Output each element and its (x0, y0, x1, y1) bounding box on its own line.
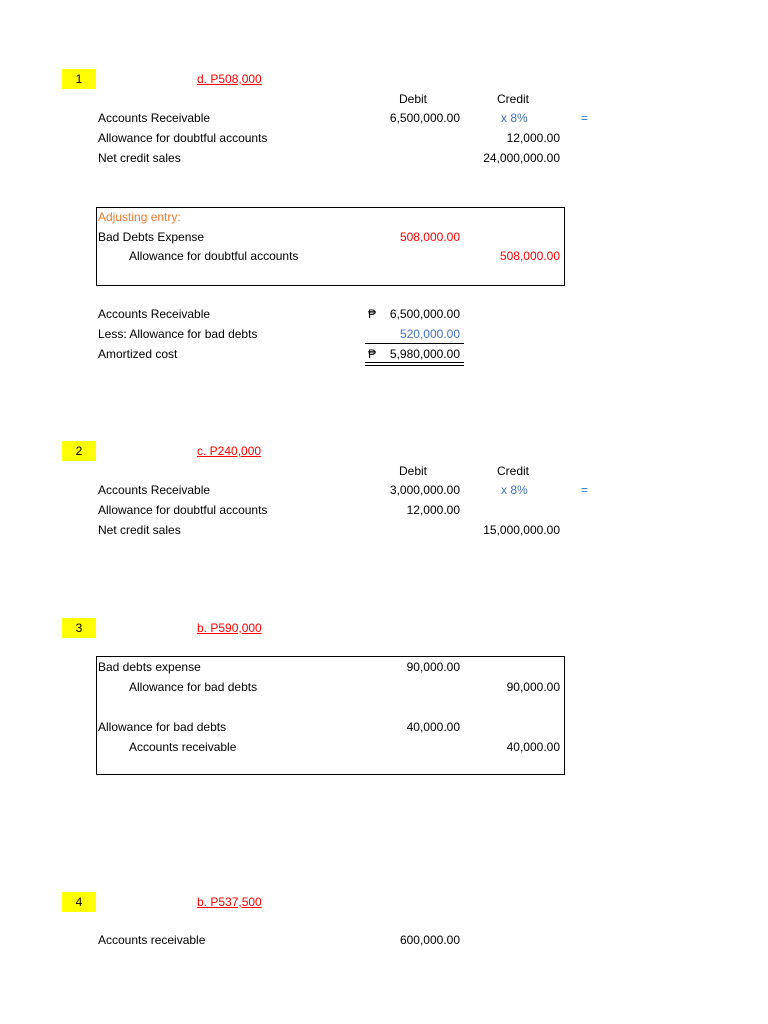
credit-value: 90,000.00 (506, 680, 560, 694)
row-label: Allowance for doubtful accounts (98, 131, 268, 145)
credit-header: Credit (497, 464, 530, 478)
entry-label: Allowance for doubtful accounts (129, 249, 299, 263)
rate-value: x 8% (501, 483, 528, 497)
answer-label: d. P508,000 (197, 72, 262, 86)
credit-header: Credit (497, 92, 530, 106)
single-underline (365, 343, 464, 344)
summary-label: Amortized cost (98, 347, 178, 361)
summary-amount: 520,000.00 (399, 327, 460, 341)
debit-value: 6,500,000.00 (389, 111, 460, 125)
row-label: Net credit sales (98, 151, 181, 165)
credit-value: 40,000.00 (506, 740, 560, 754)
answer-label: c. P240,000 (197, 444, 262, 458)
entry-label: Accounts receivable (129, 740, 237, 754)
credit-value: 508,000.00 (499, 249, 560, 263)
debit-value: 600,000.00 (399, 933, 460, 947)
equals-sign: = (581, 111, 589, 125)
debit-header: Debit (399, 464, 428, 478)
credit-value: 15,000,000.00 (483, 523, 560, 537)
problem-number-badge: 4 (62, 892, 96, 912)
double-underline-bottom (365, 365, 464, 366)
adjusting-entry-title: Adjusting entry: (98, 210, 181, 224)
peso-symbol: ₱ (368, 307, 377, 321)
row-label: Accounts Receivable (98, 483, 211, 497)
answer-label: b. P590,000 (197, 621, 262, 635)
summary-label: Less: Allowance for bad debts (98, 327, 258, 341)
debit-value: 40,000.00 (406, 720, 460, 734)
summary-amount: 6,500,000.00 (389, 307, 460, 321)
rate-value: x 8% (501, 111, 528, 125)
answer-label: b. P537,500 (197, 895, 262, 909)
problem-number-badge: 3 (62, 618, 96, 638)
summary-amount: 5,980,000.00 (389, 347, 460, 361)
row-label: Allowance for doubtful accounts (98, 503, 268, 517)
row-label: Accounts Receivable (98, 111, 211, 125)
problem-number-badge: 2 (62, 441, 96, 461)
debit-value: 90,000.00 (406, 660, 460, 674)
debit-value: 508,000.00 (399, 230, 460, 244)
debit-value: 12,000.00 (406, 503, 460, 517)
debit-value: 3,000,000.00 (389, 483, 460, 497)
credit-value: 12,000.00 (506, 131, 560, 145)
credit-value: 24,000,000.00 (483, 151, 560, 165)
problem-number-badge: 1 (62, 69, 96, 89)
row-label: Net credit sales (98, 523, 181, 537)
debit-header: Debit (399, 92, 428, 106)
entry-label: Allowance for bad debts (98, 720, 227, 734)
equals-sign: = (581, 483, 589, 497)
entry-label: Allowance for bad debts (129, 680, 258, 694)
summary-label: Accounts Receivable (98, 307, 211, 321)
double-underline-top (365, 362, 464, 363)
peso-symbol: ₱ (368, 347, 377, 361)
entry-label: Bad debts expense (98, 660, 201, 674)
entry-label: Bad Debts Expense (98, 230, 205, 244)
row-label: Accounts receivable (98, 933, 206, 947)
